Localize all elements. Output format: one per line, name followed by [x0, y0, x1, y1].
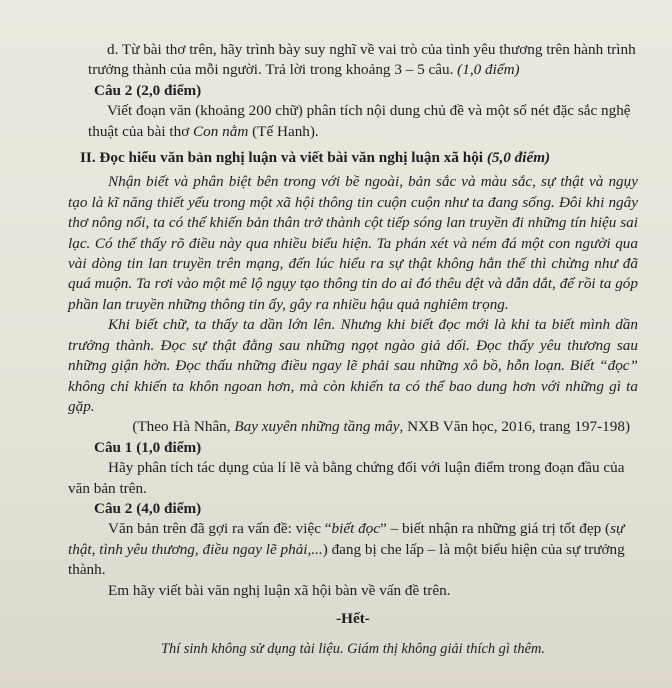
part2-question1-label: Câu 1 (1,0 điểm): [94, 438, 202, 456]
section-2-title: [80, 148, 638, 168]
part2-question2-task: Em hãy viết bài văn nghị luận xã hội bàn về vấn đề trên.: [108, 581, 451, 599]
section-2-title-text: II. Đọc hiểu văn bản nghị luận và viết bài văn nghị luận xã hội: [80, 149, 487, 167]
part2-question2-text: [68, 519, 638, 580]
q2-text-c: ” – biết nhận ra những giá trị tốt đẹp (: [380, 520, 611, 538]
part1-question2-text: Viết đoạn văn (khoảng 200 chữ) phân tích nội dung chủ đề và một số nét đặc sắc nghệ thuật của bài thơ: [88, 102, 631, 140]
end-mark: -Hết-: [336, 609, 370, 627]
question-1d-score: (1,0 điểm): [457, 61, 520, 79]
q2-text-b: biết đọc: [331, 520, 381, 538]
part1-question2: [88, 101, 638, 142]
q2-text-e: ) đang bị che lấp – là một biểu hiện của sự trưởng thành.: [68, 540, 625, 579]
passage-paragraph-1: Nhận biết và phân biệt bên trong với bề ngoài, bản sắc và màu sắc, sự thật và ngụy tạo là kĩ năng thiết yếu trong một xã hội thông tin cuộn cuộn như ta đang sống. Đôi khi ngây thơ nông nổi, ta có thể khiến bản thân trở thành cột tiếp sóng lan truyền đi những tín hiệu sai lạc. Có thể thấy rõ điều này qua nhiều biểu hiện. Ta phán xét và ném đá một con người qua vài dòng tin lan truyền trên mạng, đến lúc hiểu ra sự thật không hẳn thế thì chừng như đã quá muộn. Ta rơi vào một mê lộ ngụy tạo thông tin do ai đó thêu dệt và dẫn dắt, để rồi ta góp phần lan truyền những thông tin ấy, gây ra nhiều hậu quả nghiêm trọng.: [68, 173, 638, 313]
poem-title: Con nằm: [193, 122, 249, 140]
poem-author: (Tế Hanh).: [248, 122, 319, 140]
part2-question2-label: Câu 2 (4,0 điểm): [94, 499, 202, 517]
question-1d-text: d. Từ bài thơ trên, hãy trình bày suy nghĩ về vai trò của tình yêu thương trên hành trình trưởng thành của mỗi người. Trả lời trong khoảng 3 – 5 câu.: [88, 41, 636, 79]
footer-note: Thí sinh không sử dụng tài liệu. Giám thị không giải thích gì thêm.: [161, 641, 545, 658]
source-publisher: , NXB Văn học, 2016, trang 197-198): [399, 418, 630, 436]
source-book-title: Bay xuyên những tầng mây: [234, 418, 400, 436]
q2-text-d: sự thật, tình yêu thương, điều ngay lẽ phải,...: [68, 520, 625, 558]
part2-question1-text: Hãy phân tích tác dụng của lí lẽ và bằng chứng đối với luận điểm trong đoạn đầu của văn bản trên.: [68, 459, 625, 497]
passage-paragraph-2: Khi biết chữ, ta thấy ta dần lớn lên. Nhưng khi biết đọc mới là khi ta biết mình dần trưởng thành. Đọc sự thật đằng sau những ngọt ngào giả dối. Đọc thấy yêu thương sau những giận hờn. Đọc thấu những điều ngay lẽ phải sau những xô bồ, hỗn loạn. Biết “đọc” không chỉ khiến ta khôn ngoan hơn, mà còn khiến ta có thể bao dung hơn với những gì ta gặp.: [68, 316, 638, 415]
section-2-score: (5,0 điểm): [486, 149, 551, 167]
source-author: (Theo Hà Nhân,: [132, 418, 235, 436]
part1-question2-label: Câu 2 (2,0 điểm): [94, 81, 202, 99]
q2-text-a: Văn bản trên đã gợi ra vấn đề: việc “: [108, 520, 332, 538]
passage-source: [88, 417, 630, 437]
question-1d: [88, 40, 638, 81]
reading-passage: [68, 172, 638, 417]
